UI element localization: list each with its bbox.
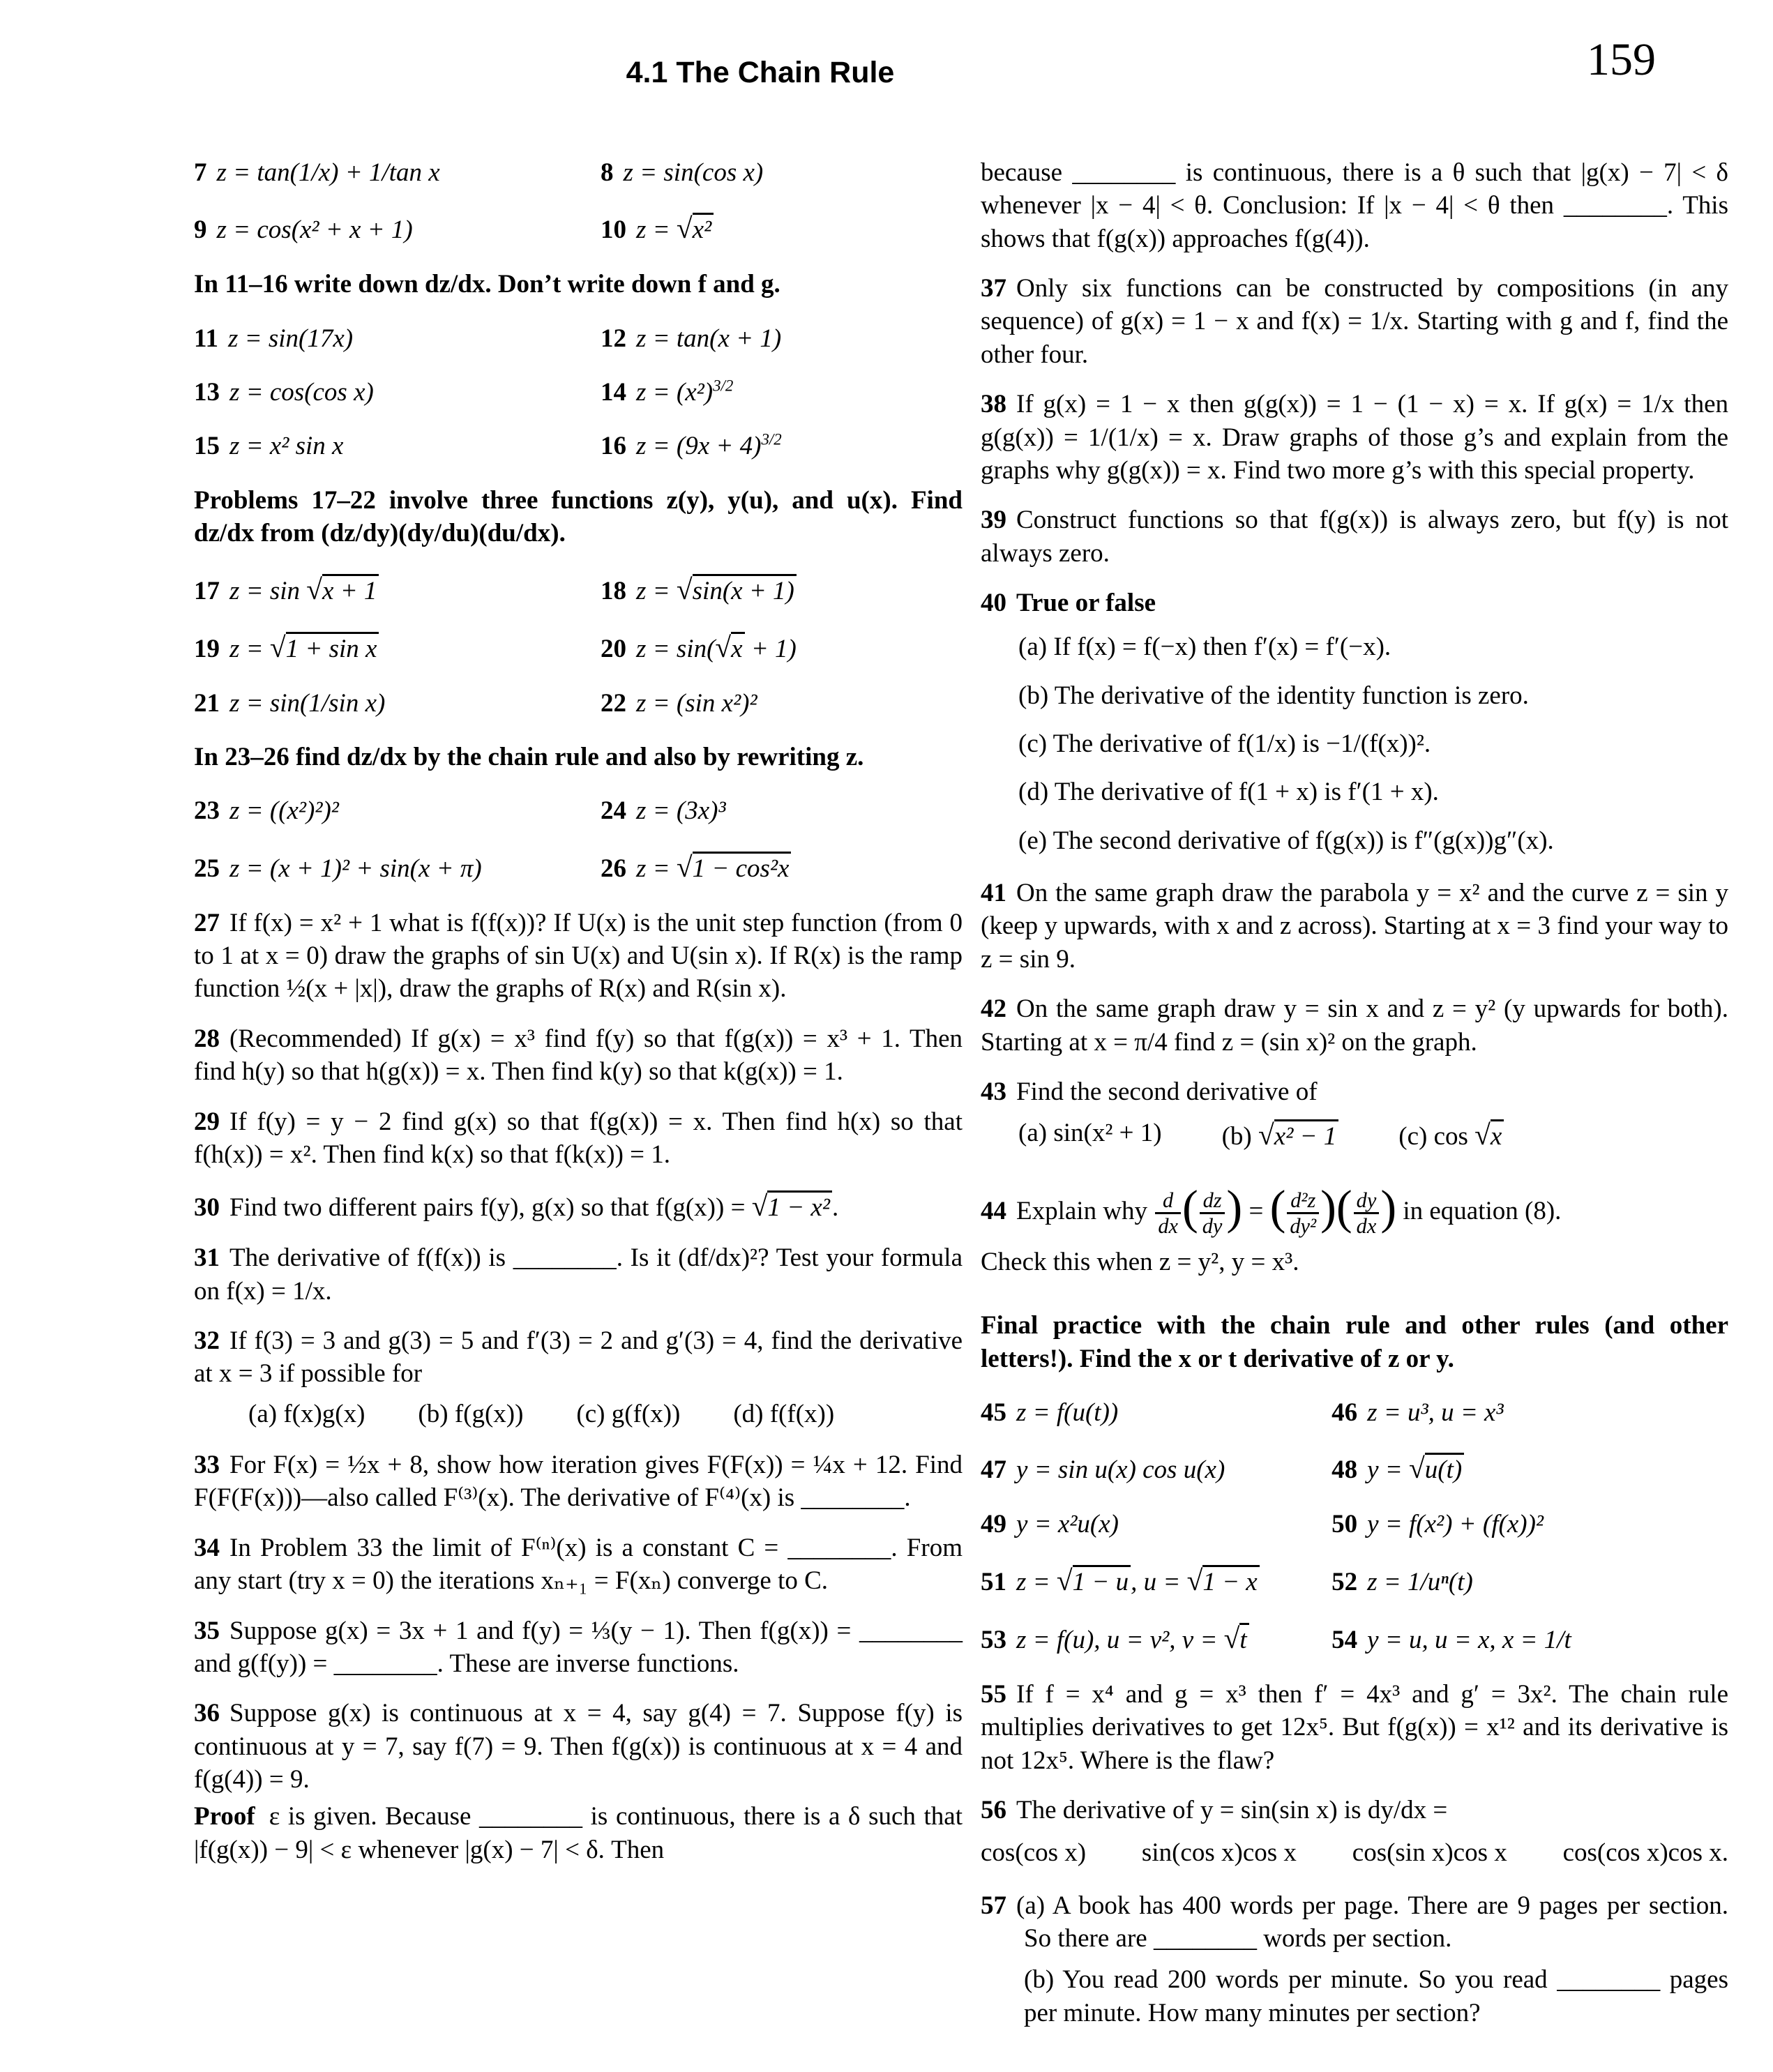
problem-14-equation: $z = (x^2)^{3/2}$ (636, 377, 734, 407)
problem-14 (601, 376, 963, 409)
option-c: (c) cos √x (1398, 1117, 1504, 1154)
problem-49-number: 49 (981, 1510, 1006, 1539)
option-1: cos(cos x) (981, 1838, 1087, 1868)
problem-row-25-26 (194, 849, 963, 886)
problem-10 (601, 210, 963, 247)
problem-52-number: 52 (1331, 1567, 1358, 1596)
problem-42 (981, 992, 1728, 1059)
problem-41 (981, 877, 1728, 976)
square-root: √1 + sin x (270, 635, 379, 663)
radical-icon: √ (751, 1190, 768, 1223)
problem-43 (981, 1075, 1728, 1108)
problem-22-number: 22 (601, 688, 627, 718)
problem-48-equation: y = √u(t) (1367, 1455, 1464, 1484)
square-root: √x (1474, 1122, 1504, 1151)
problem-37 (981, 272, 1728, 371)
radical-icon: √ (1186, 1564, 1203, 1596)
problem-42-number: 42 (981, 995, 1006, 1024)
radical-icon: √ (676, 850, 693, 883)
problem-51-equation: z = √1 − u, u = √1 − x (1016, 1568, 1260, 1596)
problem-53-number: 53 (981, 1625, 1006, 1654)
fraction-dz-dy: $\frac{dz}{dy}$ (1200, 1188, 1225, 1238)
problem-44-number: 44 (981, 1197, 1006, 1226)
problem-row-49-50 (981, 1508, 1728, 1541)
problem-43-options (981, 1117, 1728, 1154)
problem-44-tail: in equation (8). (1403, 1197, 1562, 1226)
problem-57a-text: (a) A book has 400 words per page. There are 9 pages per section. So there are ________ words per section. (1016, 1891, 1728, 1953)
problem-56-options (981, 1836, 1728, 1869)
problem-row-9-10 (194, 210, 963, 247)
problem-33-number: 33 (194, 1451, 220, 1480)
option-4: cos(cos x)cos x. (1562, 1838, 1728, 1868)
radical-icon: √ (715, 630, 732, 663)
problem-35 (194, 1615, 963, 1681)
problem-31-text: The derivative of f(f(x)) is ________. Is it (df/dx)²? Test your formula on f(x) = 1/x. (194, 1243, 963, 1306)
problem-46-equation: z = u³, u = x³ (1367, 1398, 1504, 1427)
problem-21-equation: z = sin(1/sin x) (229, 688, 386, 718)
problem-53-equation: z = f(u), u = v², v = √t (1016, 1626, 1249, 1654)
problem-57-number: 57 (981, 1891, 1006, 1920)
problem-7-equation: z = tan(1/x) + 1/tan x (216, 158, 440, 187)
problem-30: 30 Find two different pairs f(y), g(x) so that f(g(x)) = √1 − x². (194, 1190, 839, 1223)
radical-icon: √ (306, 573, 323, 605)
problem-23 (194, 794, 601, 827)
problem-45-equation: z = f(u(t)) (1016, 1398, 1119, 1427)
problem-23-number: 23 (194, 796, 220, 826)
square-root: √1 − cos²x (677, 854, 792, 883)
problem-38 (981, 388, 1728, 487)
problem-11-number: 11 (194, 324, 218, 353)
right-paren: ) (1226, 1181, 1243, 1234)
option-b: (b) √x² − 1 (1222, 1117, 1339, 1154)
problem-46 (1331, 1396, 1728, 1429)
square-root: √u(t) (1409, 1455, 1464, 1484)
instructions-11-16: In 11–16 write down dz/dx. Don’t write down f and g. (194, 270, 780, 299)
problem-row-19-20 (194, 629, 963, 666)
problem-24-equation: z = (3x)³ (636, 796, 726, 826)
problem-9-equation: z = cos(x² + x + 1) (216, 215, 413, 245)
problem-33-text: For F(x) = ½x + 8, show how iteration gives F(F(x)) = ¼x + 12. Find F(F(F(x)))—also called F⁽³⁾(x). The derivative of F⁽⁴⁾(x) is ________. (194, 1451, 963, 1513)
problem-13-equation: z = cos(cos x) (229, 378, 374, 407)
problem-19-equation: z = √1 + sin x (229, 635, 379, 663)
problem-row-11-12 (194, 322, 963, 355)
problem-30-number: 30 (194, 1193, 220, 1223)
instructions-17-22: Problems 17–22 involve three functions z(y), y(u), and u(x). Find dz/dx from (dz/dy)(dy/du)(du/dx). (194, 485, 963, 548)
problem-25-number: 25 (194, 854, 220, 883)
option-d: (d) f(f(x)) (733, 1399, 835, 1428)
problem-33 (194, 1449, 963, 1515)
problem-29-text: If f(y) = y − 2 find g(x) so that f(g(x)) = x. Then find h(x) so that f(h(x)) = x². Then find k(x) so that f(k(x)) = 1. (194, 1107, 963, 1169)
problem-16-equation: $z = (9x + 4)^{3/2}$ (636, 431, 782, 461)
problem-37-number: 37 (981, 274, 1006, 303)
problem-43-number: 43 (981, 1077, 1006, 1106)
option-a: (a) sin(x² + 1) (1018, 1119, 1162, 1148)
problem-26-equation: z = √1 − cos²x (636, 854, 791, 883)
problem-45-number: 45 (981, 1398, 1006, 1427)
problem-55 (981, 1678, 1728, 1777)
radical-icon: √ (1223, 1621, 1240, 1654)
square-root: √1 − x (1187, 1568, 1260, 1596)
problem-38-text: If g(x) = 1 − x then g(g(x)) = 1 − (1 − x) = x. If g(x) = 1/x then g(g(x)) = 1/(1/x) = x. Draw graphs of those g’s and explain from the graphs why g(g(x)) = x. Find two more g’s with this special property. (981, 390, 1728, 485)
right-paren: ) (1320, 1181, 1336, 1234)
problem-20-number: 20 (601, 634, 627, 663)
problem-20-equation: z = sin(√x + 1) (636, 630, 797, 663)
problem-row-13-14 (194, 376, 963, 409)
radical-icon: √ (676, 212, 693, 245)
fraction-d-dx: $\frac{d}{dx}$ (1155, 1188, 1181, 1238)
problem-row-51-52 (981, 1562, 1728, 1599)
problem-28-number: 28 (194, 1024, 220, 1053)
problem-50 (1331, 1508, 1728, 1541)
problem-34-number: 34 (194, 1533, 220, 1562)
problem-16-number: 16 (601, 432, 627, 461)
problem-19-number: 19 (194, 634, 220, 663)
problem-16 (601, 430, 963, 462)
problem-51 (981, 1562, 1331, 1599)
problem-27-text: If f(x) = x² + 1 what is f(f(x))? If U(x) is the unit step function (from 0 to 1 at x = 0) draw the graphs of sin U(x) and U(sin x). If R(x) is the ramp function ½(x + |x|), draw the graphs of R(x) and R(sin x). (194, 908, 963, 1004)
square-root: √t (1224, 1626, 1249, 1654)
problem-41-text: On the same graph draw the parabola y = x² and the curve z = sin y (keep y upwards, with x and z across). Starting at x = 3 find your way to z = sin 9. (981, 879, 1728, 974)
problem-32-text: If f(3) = 3 and g(3) = 5 and f′(3) = 2 and g′(3) = 4, find the derivative at x = 3 if possible for (194, 1326, 963, 1389)
problem-15-number: 15 (194, 432, 220, 461)
problem-35-number: 35 (194, 1616, 220, 1645)
problem-15 (194, 430, 601, 462)
problem-7-number: 7 (194, 158, 207, 187)
problem-7 (194, 156, 601, 189)
problem-36-text: Suppose g(x) is continuous at x = 4, say g(4) = 7. Suppose f(y) is continuous at y = 7, say f(7) = 9. Then f(g(x)) is continuous at x = 4 and f(g(4)) = 9. (194, 1699, 963, 1794)
problem-55-number: 55 (981, 1679, 1006, 1709)
problem-53 (981, 1620, 1331, 1657)
radical-icon: √ (269, 630, 286, 663)
problem-14-number: 14 (601, 378, 627, 407)
section-title: 4.1 The Chain Rule (626, 56, 895, 89)
fraction-d2z-dy2: $\frac{\text{d²z}}{\text{dy²}}$ (1287, 1188, 1319, 1238)
problem-15-equation: z = x² sin x (229, 432, 344, 461)
problem-row-15-16 (194, 430, 963, 462)
problem-39-number: 39 (981, 506, 1006, 535)
problem-44-text: Explain why (1016, 1197, 1148, 1226)
problem-12 (601, 322, 963, 355)
square-root: √x² (677, 215, 714, 244)
square-root: √x + 1 (306, 577, 379, 605)
problem-40b: (b) The derivative of the identity function is zero. (1018, 681, 1529, 710)
problem-51-number: 51 (981, 1567, 1006, 1596)
problem-34 (194, 1532, 963, 1598)
problem-36 (194, 1697, 963, 1796)
problem-13-number: 13 (194, 378, 220, 407)
square-root: √1 − x² (752, 1193, 832, 1222)
problem-50-number: 50 (1331, 1510, 1358, 1539)
problem-20 (601, 629, 963, 666)
problem-54-equation: y = u, u = x, x = 1/t (1367, 1625, 1571, 1654)
problem-8-number: 8 (601, 158, 614, 187)
problem-8-equation: z = sin(cos x) (623, 158, 764, 187)
right-column (981, 156, 1728, 2046)
problem-18-number: 18 (601, 576, 627, 605)
problem-47 (981, 1453, 1331, 1486)
problem-34-text: In Problem 33 the limit of F⁽ⁿ⁾(x) is a constant C = ________. From any start (try x = 0) the iterations xₙ₊₁ = F(xₙ) converge to C. (194, 1533, 963, 1596)
problem-32-number: 32 (194, 1326, 220, 1355)
left-paren: ( (1182, 1181, 1198, 1234)
problem-54 (1331, 1624, 1728, 1656)
problem-22 (601, 687, 963, 720)
problem-row-45-46 (981, 1396, 1728, 1429)
problem-40d: (d) The derivative of f(1 + x) is f′(1 + x). (1018, 778, 1439, 807)
problem-47-number: 47 (981, 1455, 1006, 1485)
problem-13 (194, 376, 601, 409)
problem-10-equation: z = √x² (636, 215, 714, 244)
problem-37-text: Only six functions can be constructed by compositions (in any sequence) of g(x) = 1 − x and f(x) = 1/x. Starting with g and f, find the other four. (981, 274, 1728, 369)
problem-49 (981, 1508, 1331, 1541)
problem-50-equation: y = f(x²) + (f(x))² (1367, 1510, 1544, 1539)
radical-icon: √ (1258, 1119, 1274, 1151)
radical-icon: √ (676, 573, 693, 605)
problem-42-text: On the same graph draw y = sin x and z = y² (y upwards for both). Starting at x = π/4 find z = (sin x)² on the graph. (981, 995, 1728, 1057)
problem-9 (194, 213, 601, 246)
problem-18 (601, 571, 963, 608)
problem-27 (194, 907, 963, 1006)
problem-38-number: 38 (981, 390, 1006, 419)
problem-45 (981, 1396, 1331, 1429)
radical-icon: √ (1474, 1119, 1491, 1151)
problem-11 (194, 322, 601, 355)
final-practice-heading: Final practice with the chain rule and other rules (and other letters!). Find the x or t derivative of z or y. (981, 1311, 1728, 1373)
option-2: sin(cos x)cos x (1141, 1838, 1297, 1868)
problem-32 (194, 1324, 963, 1391)
left-paren: ( (1269, 1181, 1286, 1234)
problem-24 (601, 794, 963, 827)
radical-icon: √ (1409, 1452, 1425, 1485)
problem-48-number: 48 (1331, 1455, 1358, 1485)
option-a: (a) f(x)g(x) (248, 1399, 365, 1428)
problem-52-equation: z = 1/uⁿ(t) (1367, 1567, 1473, 1596)
equals-sign: = (1248, 1197, 1264, 1226)
problem-40-heading: True or false (1016, 588, 1156, 617)
problem-40 (981, 587, 1728, 619)
problem-17-number: 17 (194, 576, 220, 605)
proof-label: Proof (194, 1802, 255, 1831)
problem-30-text: Find two different pairs f(y), g(x) so that f(g(x)) = (229, 1193, 752, 1223)
instructions-23-26: In 23–26 find dz/dx by the chain rule and also by rewriting z. (194, 742, 864, 771)
problem-56-number: 56 (981, 1795, 1006, 1824)
problem-row-21-22 (194, 687, 963, 720)
problem-24-number: 24 (601, 796, 627, 826)
problem-21 (194, 687, 601, 720)
problem-23-equation: z = ((x²)²)² (229, 796, 339, 826)
option-b: (b) f(g(x)) (418, 1399, 524, 1428)
problem-10-number: 10 (601, 215, 627, 245)
problem-44 (981, 1177, 1728, 1239)
problem-39 (981, 504, 1728, 570)
problem-29-number: 29 (194, 1107, 220, 1136)
problem-26-number: 26 (601, 854, 627, 883)
problem-41-number: 41 (981, 879, 1006, 908)
problem-25 (194, 852, 601, 885)
problem-row-47-48 (981, 1450, 1728, 1487)
problem-46-number: 46 (1331, 1398, 1358, 1427)
problem-row-53-54 (981, 1620, 1728, 1657)
problem-17 (194, 571, 601, 608)
problem-19 (194, 629, 601, 666)
problem-56-text: The derivative of y = sin(sin x) is dy/dx = (1016, 1795, 1448, 1824)
problem-47-equation: y = sin u(x) cos u(x) (1016, 1455, 1225, 1485)
problem-40e: (e) The second derivative of f(g(x)) is f″(g(x))g″(x). (1018, 826, 1554, 855)
problem-9-number: 9 (194, 215, 207, 245)
problem-40c: (c) The derivative of f(1/x) is −1/(f(x))². (1018, 729, 1431, 759)
option-c: (c) g(f(x)) (576, 1399, 681, 1428)
problem-row-23-24 (194, 794, 963, 827)
problem-17-equation: z = sin √x + 1 (229, 577, 379, 605)
problem-22-equation: z = (sin x²)² (636, 688, 757, 718)
problem-40-number: 40 (981, 588, 1006, 617)
problem-39-text: Construct functions so that f(g(x)) is always zero, but f(y) is not always zero. (981, 506, 1728, 568)
problem-54-number: 54 (1331, 1625, 1358, 1654)
problem-56 (981, 1794, 1728, 1827)
square-root: √sin(x + 1) (677, 577, 797, 605)
problem-44-check: Check this when z = y², y = x³. (981, 1247, 1299, 1276)
problem-8 (601, 156, 963, 189)
problem-40a: (a) If f(x) = f(−x) then f′(x) = f′(−x). (1018, 633, 1391, 662)
proof-text: ε is given. Because ________ is continuous, there is a δ such that |f(g(x)) − 9| < ε whenever |g(x) − 7| < δ. Then (194, 1802, 963, 1864)
problem-27-number: 27 (194, 908, 220, 937)
problem-26 (601, 849, 963, 886)
problem-25-equation: z = (x + 1)² + sin(x + π) (229, 854, 482, 883)
problem-18-equation: z = √sin(x + 1) (636, 577, 797, 605)
problem-52 (1331, 1566, 1728, 1598)
problem-21-number: 21 (194, 688, 220, 718)
problem-11-equation: z = sin(17x) (227, 324, 354, 353)
problem-28 (194, 1022, 963, 1089)
option-3: cos(sin x)cos x (1352, 1838, 1507, 1868)
problem-35-text: Suppose g(x) = 3x + 1 and f(y) = ⅓(y − 1). Then f(g(x)) = ________ and g(f(y)) = ________. These are inverse functions. (194, 1616, 963, 1678)
problem-57b: (b) You read 200 words per minute. So you read ________ pages per minute. How many minutes per section? (1024, 1965, 1728, 2027)
problem-28-text: (Recommended) If g(x) = x³ find f(y) so that f(g(x)) = x³ + 1. Then find h(y) so that h(g(x)) = x. Then find k(y) so that k(g(x)) = 1. (194, 1024, 963, 1087)
square-root: √x (715, 635, 744, 663)
right-paren: ) (1380, 1181, 1397, 1234)
square-root: √1 − u (1057, 1568, 1131, 1596)
problem-12-equation: z = tan(x + 1) (636, 324, 782, 353)
problem-row-7-8 (194, 156, 963, 189)
radical-icon: √ (1056, 1564, 1073, 1596)
problem-36-number: 36 (194, 1699, 220, 1728)
problem-12-number: 12 (601, 324, 627, 353)
problem-48 (1331, 1450, 1728, 1487)
problem-31 (194, 1241, 963, 1308)
square-root: √x² − 1 (1258, 1122, 1338, 1151)
page-number: 159 (1587, 34, 1656, 85)
problem-57a (981, 1889, 1728, 1956)
left-column (194, 156, 963, 2046)
problem-43-text: Find the second derivative of (1016, 1077, 1318, 1106)
problem-49-equation: y = x²u(x) (1016, 1510, 1119, 1539)
problem-31-number: 31 (194, 1243, 220, 1273)
fraction-dy-dx: $\frac{dy}{dx}$ (1354, 1188, 1380, 1238)
problem-36-proof (194, 1800, 963, 1866)
left-paren: ( (1336, 1181, 1352, 1234)
problem-36-continuation: because ________ is continuous, there is a θ such that |g(x) − 7| < δ whenever |x − 4| < θ. Conclusion: If |x − 4| < θ then ________. This shows that f(g(x)) approaches f(g(4)). (981, 158, 1728, 253)
problem-29 (194, 1105, 963, 1172)
two-column-layout (194, 156, 1728, 2046)
problem-32-options (194, 1398, 963, 1430)
problem-55-text: If f = x⁴ and g = x³ then f′ = 4x³ and g′ = 3x². The chain rule multiplies derivatives to get 12x⁵. But f(g(x)) = x¹² and its derivative is not 12x⁵. Where is the flaw? (981, 1679, 1728, 1775)
problem-row-17-18 (194, 571, 963, 608)
